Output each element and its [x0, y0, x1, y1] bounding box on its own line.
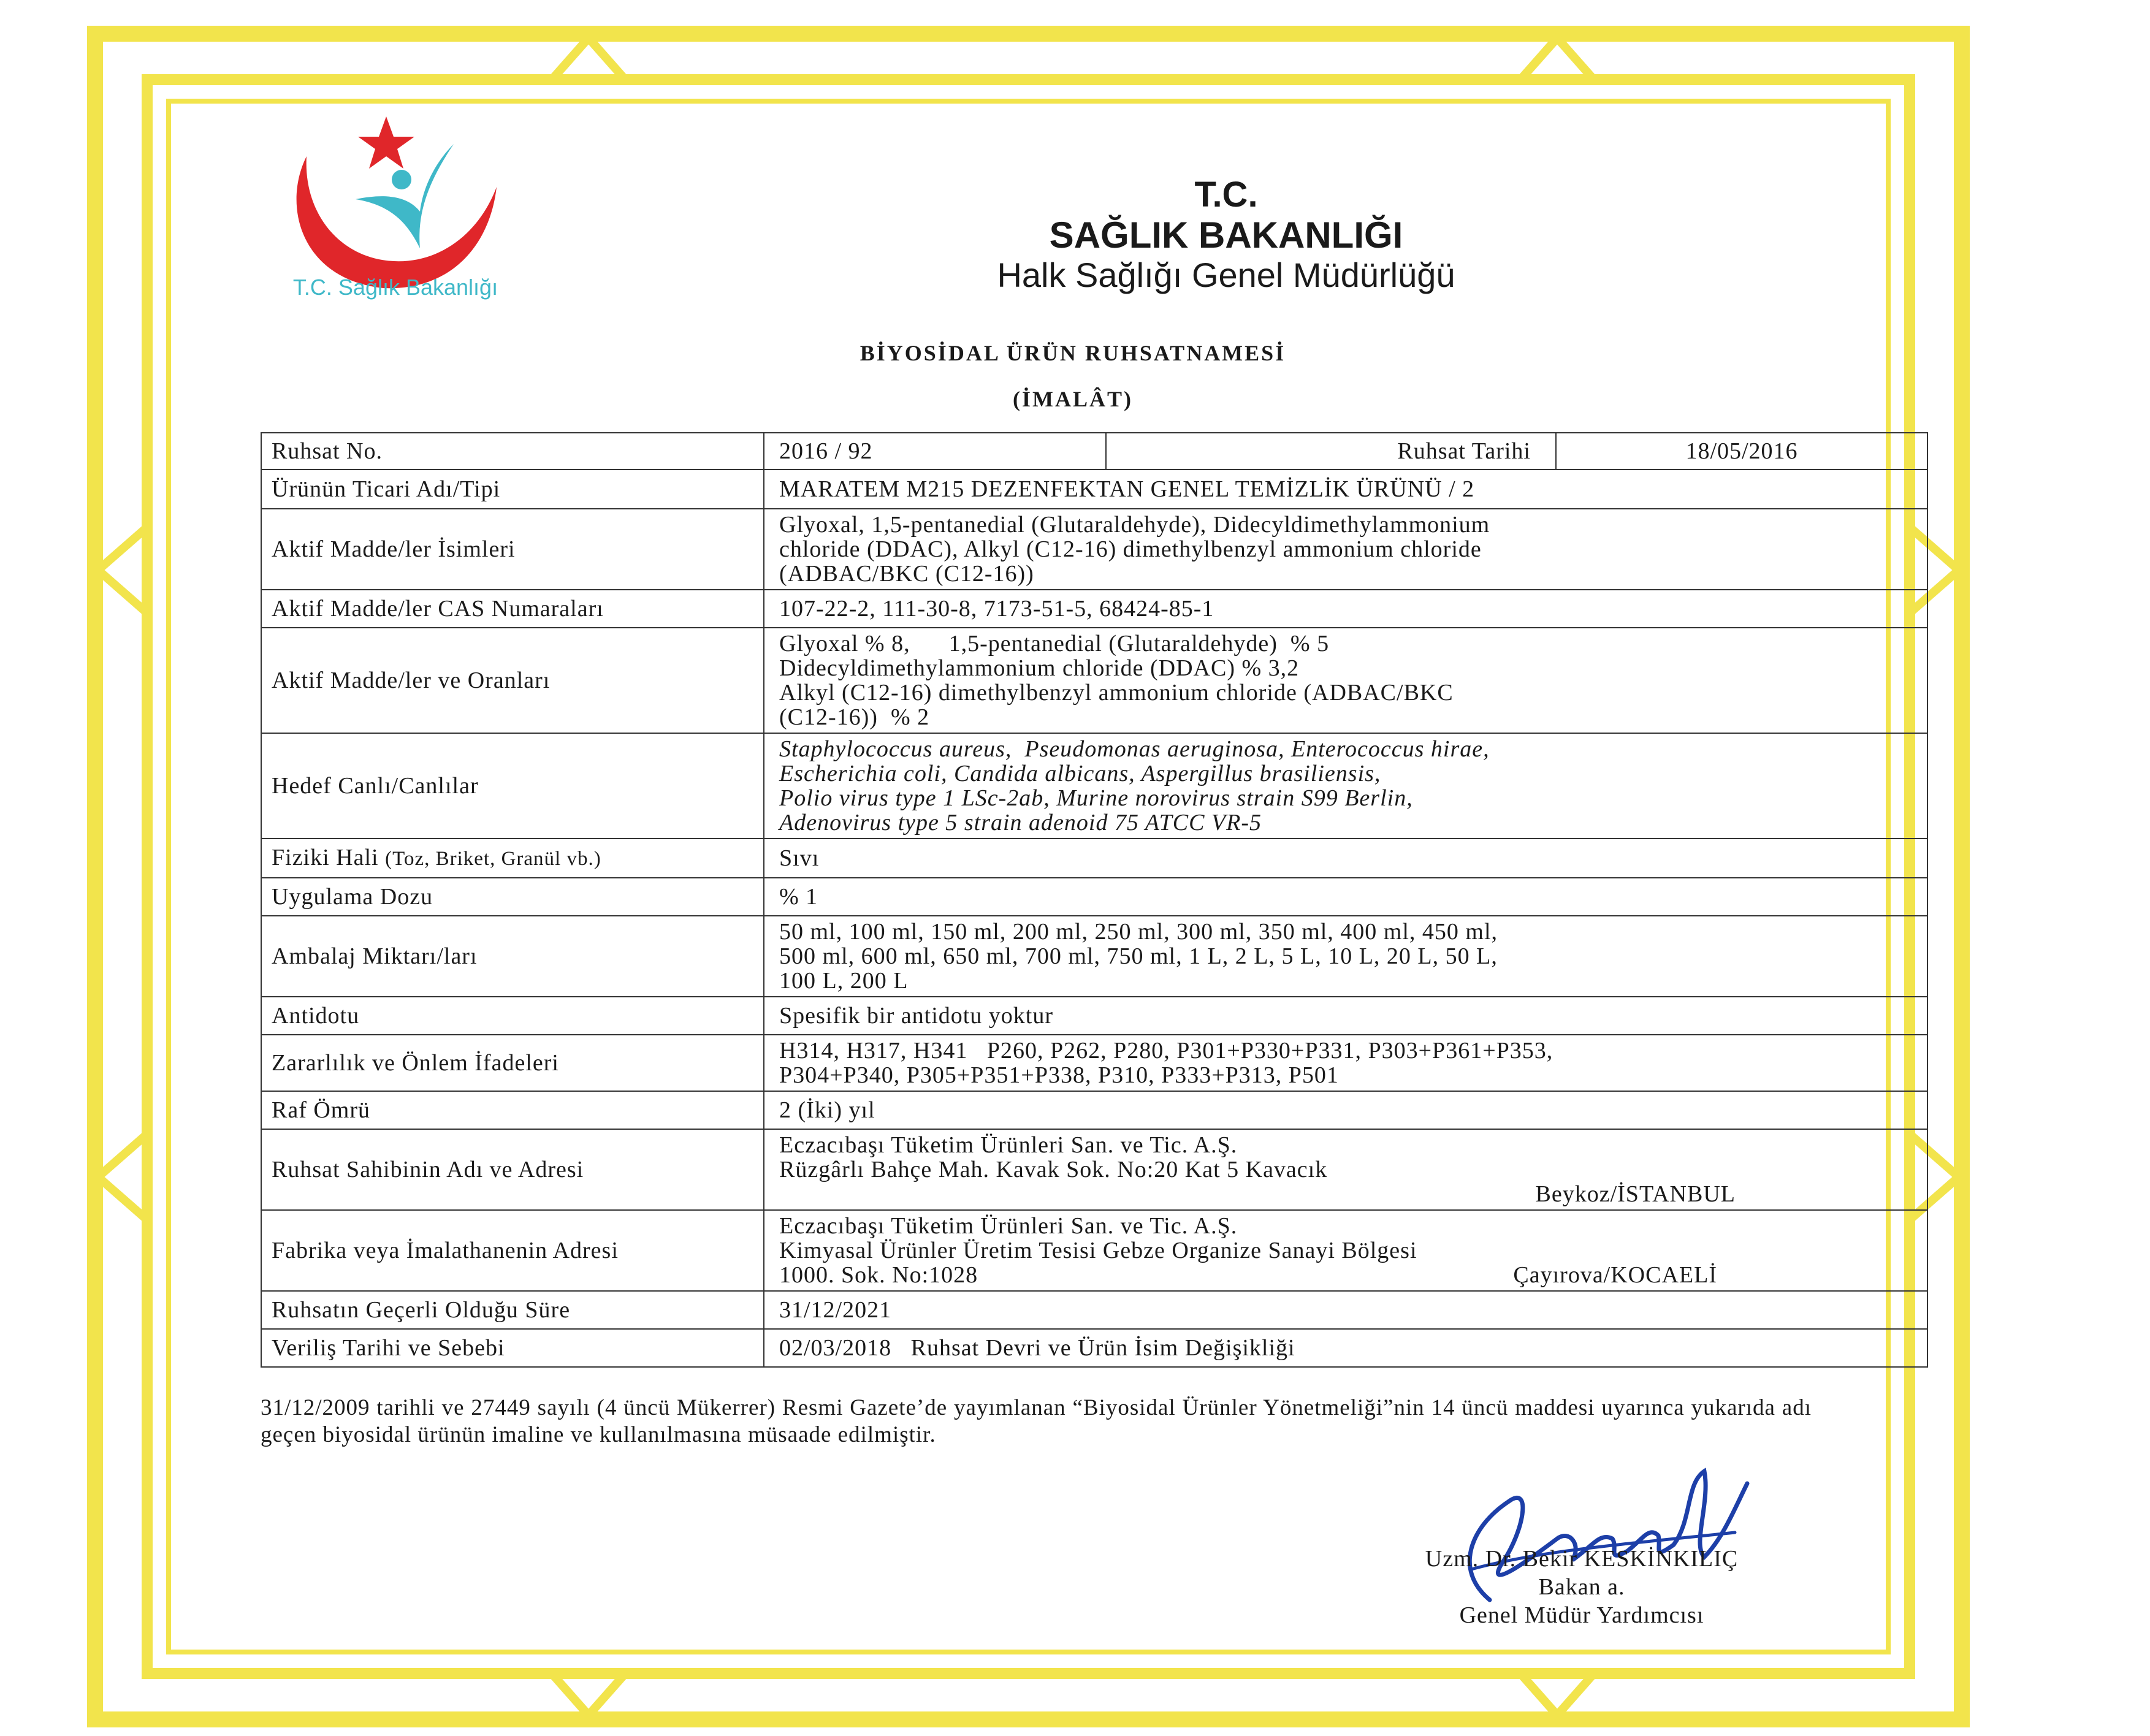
star-icon: [358, 116, 414, 169]
physical-label: [261, 839, 764, 878]
hazard-label: Zararlılık ve Önlem İfadeleri: [261, 1035, 764, 1091]
factory-street: 1000. Sok. No:1028: [779, 1262, 978, 1288]
active-names-value: [764, 509, 1927, 590]
text-line: Didecyldimethylammonium chloride (DDAC) % 3,2: [779, 655, 1300, 681]
table-row: [261, 470, 1927, 509]
text-line: (C12-16)) % 2: [779, 704, 930, 730]
table-row: [261, 1210, 1927, 1291]
validity-label: Ruhsatın Geçerli Olduğu Süre: [261, 1291, 764, 1329]
issue-value: [764, 1329, 1927, 1367]
license-no-label: Ruhsat No.: [261, 433, 764, 470]
text-line: Kimyasal Ürünler Üretim Tesisi Gebze Organize Sanayi Bölgesi: [779, 1238, 1417, 1263]
header-line-3: Halk Sağlığı Genel Müdürlüğü: [997, 256, 1455, 294]
cas-label: Aktif Madde/ler CAS Numaraları: [261, 590, 764, 628]
physical-label-text: Fiziki Hali: [272, 845, 379, 870]
trade-name-label: Ürünün Ticari Adı/Tipi: [261, 470, 764, 509]
table-row: [261, 509, 1927, 590]
text-line: Polio virus type 1 LSc-2ab, Murine norovirus strain S99 Berlin,: [779, 785, 1413, 811]
text-line: Staphylococcus aureus, Pseudomonas aeruginosa, Enterococcus hirae,: [779, 736, 1490, 762]
logo-caption: T.C. Sağlık Bakanlığı: [292, 275, 498, 300]
document-title: BİYOSİDAL ÜRÜN RUHSATNAMESİ: [860, 341, 1286, 365]
text-line: Escherichia coli, Candida albicans, Aspergillus brasiliensis,: [779, 761, 1381, 786]
text-line: (ADBAC/BKC (C12-16)): [779, 561, 1034, 587]
license-table: [261, 432, 1928, 1368]
issue-label: Veriliş Tarihi ve Sebebi: [261, 1329, 764, 1367]
figure-head-icon: [392, 170, 411, 189]
header-line-1: T.C.: [1194, 175, 1258, 215]
targets-label: Hedef Canlı/Canlılar: [261, 733, 764, 839]
table-row: [261, 878, 1927, 916]
text-line: Eczacıbaşı Tüketim Ürünleri San. ve Tic. A.Ş.: [779, 1132, 1238, 1158]
text-line: Rüzgârlı Bahçe Mah. Kavak Sok. No:20 Kat 5 Kavacık: [779, 1157, 1328, 1182]
signer-block: [1312, 1545, 1851, 1629]
document-subtitle: (İMALÂT): [1013, 387, 1133, 411]
text-line: 50 ml, 100 ml, 150 ml, 200 ml, 250 ml, 300 ml, 350 ml, 400 ml, 450 ml,: [779, 919, 1498, 945]
factory-city: Çayırova/KOCAELİ: [1513, 1262, 1717, 1288]
factory-value: [764, 1210, 1927, 1291]
signer-name: Uzm. Dr. Bekir KESKİNKILIÇ: [1425, 1546, 1739, 1572]
text-line: H314, H317, H341 P260, P262, P280, P301+P330+P331, P303+P361+P353,: [779, 1038, 1553, 1064]
ratios-label: Aktif Madde/ler ve Oranları: [261, 628, 764, 733]
antidote-value: Spesifik bir antidotu yoktur: [764, 997, 1927, 1035]
targets-value: [764, 733, 1927, 839]
trade-name-value: MARATEM M215 DEZENFEKTAN GENEL TEMİZLİK ÜRÜNÜ / 2: [764, 470, 1927, 509]
text-line: Eczacıbaşı Tüketim Ürünleri San. ve Tic. A.Ş.: [779, 1213, 1238, 1239]
text-line: Glyoxal % 8, 1,5-pentanedial (Glutaraldehyde) % 5: [779, 631, 1330, 657]
dose-value: % 1: [764, 878, 1927, 916]
figure-body-icon: [356, 144, 454, 248]
holder-label: Ruhsat Sahibinin Adı ve Adresi: [261, 1129, 764, 1210]
signer-authority: Bakan a.: [1538, 1574, 1625, 1600]
header-line-2: SAĞLIK BAKANLIĞI: [1049, 215, 1403, 256]
shelf-label: Raf Ömrü: [261, 1091, 764, 1129]
text-line: 500 ml, 600 ml, 650 ml, 700 ml, 750 ml, 1 L, 2 L, 5 L, 10 L, 20 L, 50 L,: [779, 943, 1498, 969]
text-line: chloride (DDAC), Alkyl (C12-16) dimethylbenzyl ammonium chloride: [779, 536, 1482, 562]
table-row: [261, 916, 1927, 997]
table-row: [261, 590, 1927, 628]
table-row: [261, 733, 1927, 839]
license-no-value: 2016 / 92: [764, 433, 1106, 470]
text-line: Glyoxal, 1,5-pentanedial (Glutaraldehyde), Didecyldimethylammonium: [779, 512, 1490, 538]
shelf-value: 2 (İki) yıl: [764, 1091, 1927, 1129]
package-label: Ambalaj Miktarı/ları: [261, 916, 764, 997]
table-row: [261, 839, 1927, 878]
active-names-label: Aktif Madde/ler İsimleri: [261, 509, 764, 590]
dose-label: Uygulama Dozu: [261, 878, 764, 916]
holder-city: Beykoz/İSTANBUL: [1535, 1181, 1736, 1207]
license-date-value: 18/05/2016: [1556, 433, 1927, 470]
table-row: [261, 1329, 1927, 1367]
text-line: 100 L, 200 L: [779, 968, 909, 994]
physical-value: Sıvı: [764, 839, 1927, 878]
factory-last-line: [779, 1263, 1919, 1287]
table-row: [261, 1291, 1927, 1329]
issue-date: 02/03/2018: [779, 1335, 892, 1361]
physical-label-note: (Toz, Briket, Granül vb.): [385, 848, 601, 870]
factory-label: Fabrika veya İmalathanenin Adresi: [261, 1210, 764, 1291]
license-date-label: Ruhsat Tarihi: [1106, 433, 1556, 470]
package-value: [764, 916, 1927, 997]
ministry-header: [785, 175, 1668, 295]
table-row: [261, 433, 1927, 470]
legal-footer: 31/12/2009 tarihli ve 27449 sayılı (4 üncü Mükerrer) Resmi Gazete’de yayımlanan “Biyosidal Ürünler Yönetmeliği”nin 14 üncü maddesi uyarınca yukarıda adı geçen biyosidal ürünün imaline ve kullanılmasına müsaade edilmiştir.: [261, 1395, 1812, 1447]
cas-value: 107-22-2, 111-30-8, 7173-51-5, 68424-85-1: [764, 590, 1927, 628]
table-row: [261, 1035, 1927, 1091]
table-row: [261, 1091, 1927, 1129]
table-row: [261, 1129, 1927, 1210]
ratios-value: [764, 628, 1927, 733]
holder-value: [764, 1129, 1927, 1210]
issue-reason: Ruhsat Devri ve Ürün İsim Değişikliği: [910, 1335, 1295, 1361]
text-line: Adenovirus type 5 strain adenoid 75 ATCC VR-5: [779, 810, 1262, 836]
table-row: [261, 628, 1927, 733]
signer-title: Genel Müdür Yardımcısı: [1459, 1602, 1704, 1628]
text-line: Alkyl (C12-16) dimethylbenzyl ammonium chloride (ADBAC/BKC: [779, 680, 1454, 706]
table-row: [261, 997, 1927, 1035]
antidote-label: Antidotu: [261, 997, 764, 1035]
validity-value: 31/12/2021: [764, 1291, 1927, 1329]
hazard-value: [764, 1035, 1927, 1091]
text-line: P304+P340, P305+P351+P338, P310, P333+P313, P501: [779, 1062, 1339, 1088]
